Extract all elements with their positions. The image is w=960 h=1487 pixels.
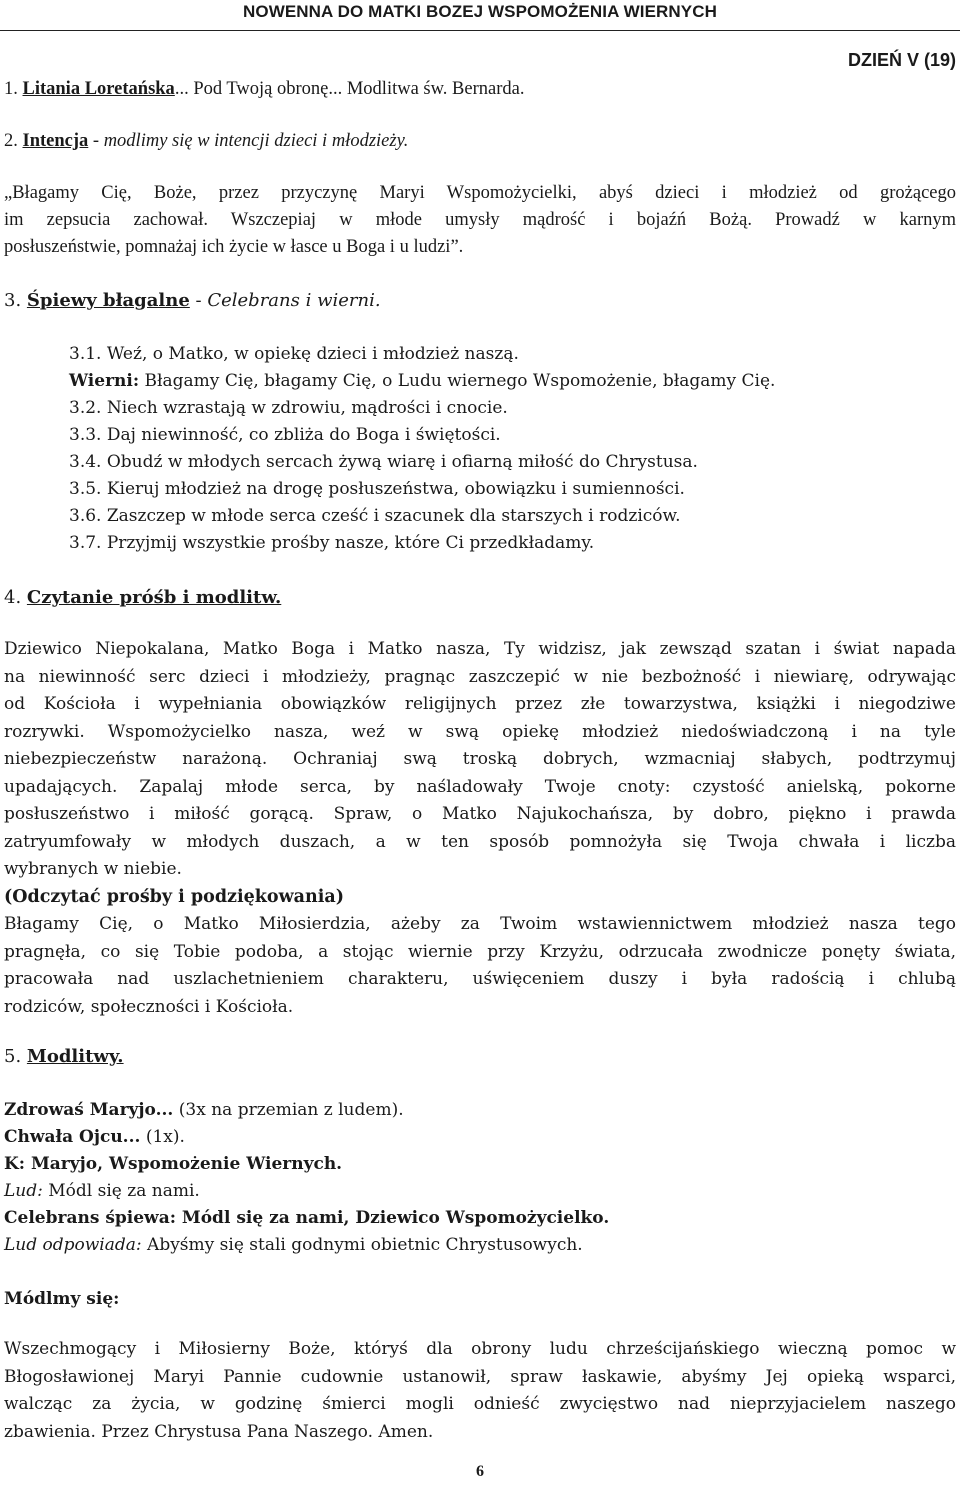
lud-label: Lud: [4, 1181, 43, 1201]
final-prayer-line: Błogosławionej Maryi Pannie cudownie ustanowił, spraw łaskawie, abyśmy Jej opieką wsparci, [4, 1366, 956, 1387]
section-2-text: - modlimy się w intencji dzieci i młodzieży. [88, 131, 409, 151]
paragraph-line: wybranych w niebie. [4, 859, 182, 879]
section-2-number: 2. [4, 131, 23, 151]
paragraph-line: pracowała nad uszlachetnieniem charakteru, uświęceniem duszy i była radością i chlubą [4, 969, 956, 989]
intention-line: „Błagamy Cię, Boże, przez przyczynę Maryi Wspomożycielki, abyś dzieci i młodzież od grożącego [4, 183, 956, 203]
page-header-title: NOWENNA DO MATKI BOZEJ WSPOMOŻENIA WIERNYCH [243, 2, 717, 21]
k-line: K: Maryjo, Wspomożenie Wiernych. [4, 1154, 343, 1174]
section-1-line [4, 76, 524, 103]
section-3-line [4, 287, 381, 314]
chant-item: 3.7. Przyjmij wszystkie prośby nasze, które Ci przedkładamy. [69, 533, 595, 553]
paragraph-line: rodziców, społeczności i Kościoła. [4, 996, 294, 1017]
section-5-number: 5. [4, 1046, 27, 1067]
section-2-link[interactable]: Intencja [22, 131, 89, 151]
section-4-link[interactable]: Czytanie próśb i modlitw. [26, 587, 282, 608]
day-label: DZIEŃ V (19) [847, 50, 956, 70]
wierni-label: Wierni: [69, 371, 140, 391]
prayer-paragraph-1 [4, 636, 956, 1021]
paragraph-line: niebezpieczeństw narażoną. Ochraniaj swą troską dobrych, wzmacniaj słabych, podtrzymuj [4, 749, 956, 769]
paragraph-line: Dziewico Niepokalana, Matko Boga i Matko nasza, Ty widzisz, jak zewsząd szatan i świat napada [4, 639, 956, 659]
section-4-number: 4. [4, 587, 27, 608]
page-number: 6 [476, 1463, 484, 1480]
chant-item: 3.6. Zaszczep w młode serca cześć i szacunek dla starszych i rodziców. [69, 506, 681, 526]
celebrans-line: Celebrans śpiewa: Módl się za nami, Dziewico Wspomożycielko. [4, 1208, 610, 1228]
chwala-rest: (1x). [140, 1127, 185, 1147]
section-4-line [4, 584, 281, 611]
header-divider [0, 30, 960, 31]
section-1-number: 1. [4, 79, 23, 99]
section-1-text: ... Pod Twoją obronę... Modlitwa św. Bernarda. [174, 79, 525, 99]
intention-line: posłuszeństwie, pomnażaj ich życie w łasce u Boga i u ludzi”. [4, 237, 464, 257]
chant-response [69, 368, 775, 395]
lud-odpowiada-line [4, 1232, 583, 1260]
wierni-text: Błagamy Cię, błagamy Cię, o Ludu wiernego Wspomożenie, błagamy Cię. [139, 371, 776, 391]
read-requests-note: (Odczytać prośby i podziękowania) [4, 886, 344, 907]
paragraph-line: Błagamy Cię, o Matko Miłosierdzia, ażeby za Twoim wstawiennictwem młodzież nasza tego [4, 914, 956, 934]
lud-text: Módl się za nami. [42, 1181, 200, 1201]
intention-prayer [4, 180, 956, 261]
zdrowas-line [4, 1097, 404, 1125]
section-2-line [4, 128, 408, 155]
section-1-link[interactable]: Litania Loretańska [22, 79, 175, 99]
chant-item: 3.3. Daj niewinność, co zbliża do Boga i świętości. [69, 425, 501, 445]
chant-item: 3.2. Niech wzrastają w zdrowiu, mądrości i cnocie. [69, 398, 508, 418]
final-prayer [4, 1336, 956, 1446]
paragraph-line: zatryumfowały w młodych duszach, a w ten sposób pomnożyła się Twoja chwała i liczba [4, 831, 956, 852]
chant-item: 3.5. Kieruj młodzież na drogę posłuszeństwa, obowiązku i sumienności. [69, 479, 685, 499]
paragraph-line: posłuszeństwo i miłość gorącą. Spraw, o Matko Najukochańsza, by dobro, piękno i prawda [4, 804, 956, 824]
chwala-bold: Chwała Ojcu... [4, 1127, 141, 1147]
section-3-number: 3. [4, 290, 27, 311]
zdrowas-bold: Zdrowaś Maryjo... [4, 1100, 174, 1120]
chant-item: 3.4. Obudź w młodych sercach żywą wiarę i ofiarną miłość do Chrystusa. [69, 452, 698, 472]
section-5-line [4, 1043, 124, 1070]
lud-line [4, 1178, 200, 1206]
section-5-link[interactable]: Modlitwy. [26, 1046, 124, 1067]
final-prayer-line: Wszechmogący i Miłosierny Boże, któryś dla obrony ludu chrześcijańskiego wieczną pomoc w [4, 1339, 956, 1359]
chant-item: 3.1. Weź, o Matko, w opiekę dzieci i młodzież naszą. [69, 344, 519, 364]
paragraph-line: upadających. Zapalaj młode serca, by naśladowały Twoje cnoty: czystość anielską, pokorne [4, 776, 956, 797]
section-3-text: Celebrans i wierni. [207, 290, 381, 311]
paragraph-line: na niewinność serc dzieci i młodzieży, pragnąc zaszczepić w nie bezbożność i niewiarę, odrywając [4, 666, 956, 687]
final-prayer-line: walcząc za życia, w godzinę śmierci mogli odnieść zwycięstwo nad nieprzyjacielem naszego [4, 1394, 956, 1414]
intention-line: im zepsucia zachował. Wszczepiaj w młode umysły mądrość i bojaźń Bożą. Prowadź w karnym [4, 210, 956, 230]
zdrowas-rest: (3x na przemian z ludem). [173, 1100, 404, 1120]
lud-odpowiada-text: Abyśmy się stali godnymi obietnic Chrystusowych. [141, 1235, 583, 1255]
chwala-line [4, 1124, 185, 1152]
paragraph-line: pragnęła, co się Tobie podoba, a stojąc wiernie przy Krzyżu, odrzucała zwodnicze ponęty świata, [4, 941, 956, 962]
paragraph-line: rozrywki. Wspomożycielko nasza, weź w swą opiekę młodzież niedoświadczoną i na tyle [4, 721, 956, 742]
modlmy-sie-heading: Módlmy się: [4, 1289, 120, 1309]
lud-odpowiada-label: Lud odpowiada: [4, 1235, 142, 1255]
section-3-dash: - [189, 290, 208, 311]
final-prayer-line: zbawienia. Przez Chrystusa Pana Naszego. Amen. [4, 1421, 434, 1442]
paragraph-line: od Kościoła i wypełniania obowiązków religijnych przez złe towarzystwa, książki i niegodziwe [4, 694, 956, 714]
section-3-link[interactable]: Śpiewy błagalne [26, 290, 190, 311]
